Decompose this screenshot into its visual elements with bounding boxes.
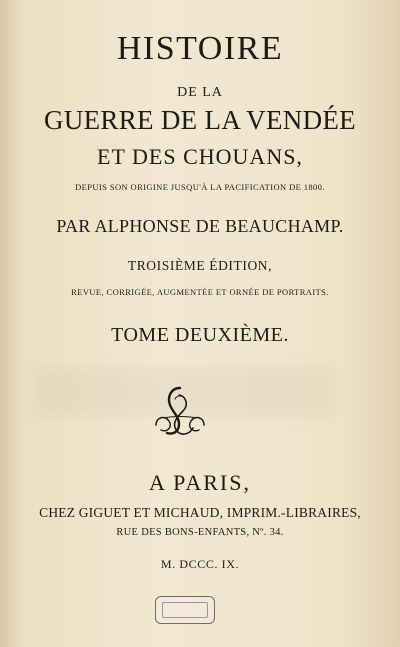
imprint-city: A PARIS, (148, 470, 251, 495)
tome-label: TOME DEUXIÈME. (111, 324, 289, 346)
library-stamp-icon (155, 596, 215, 624)
title-de-la: DE LA (177, 85, 223, 100)
title-guerre-vendee: GUERRE DE LA VENDÉE (44, 105, 356, 135)
title-origine: DEPUIS SON ORIGINE JUSQU'À LA PACIFICATION DE 1800. (75, 182, 325, 192)
edition-label: TROISIÈME ÉDITION, (127, 258, 273, 273)
book-title: HISTOIRE (116, 30, 284, 67)
imprint-publisher: CHEZ GIGUET ET MICHAUD, IMPRIM.-LIBRAIRES, (39, 505, 361, 520)
monogram-ornament-icon (150, 383, 210, 443)
imprint-date: M. DCCC. IX. (160, 557, 240, 571)
imprint-street: RUE DES BONS-ENFANTS, Nº. 34. (116, 527, 284, 538)
title-chouans: ET DES CHOUANS, (97, 144, 303, 169)
library-stamp-inner (162, 602, 208, 618)
author-line: PAR ALPHONSE DE BEAUCHAMP. (56, 216, 344, 236)
edition-revue: REVUE, CORRIGÉE, AUGMENTÉE ET ORNÉE DE PORTRAITS. (71, 287, 329, 297)
